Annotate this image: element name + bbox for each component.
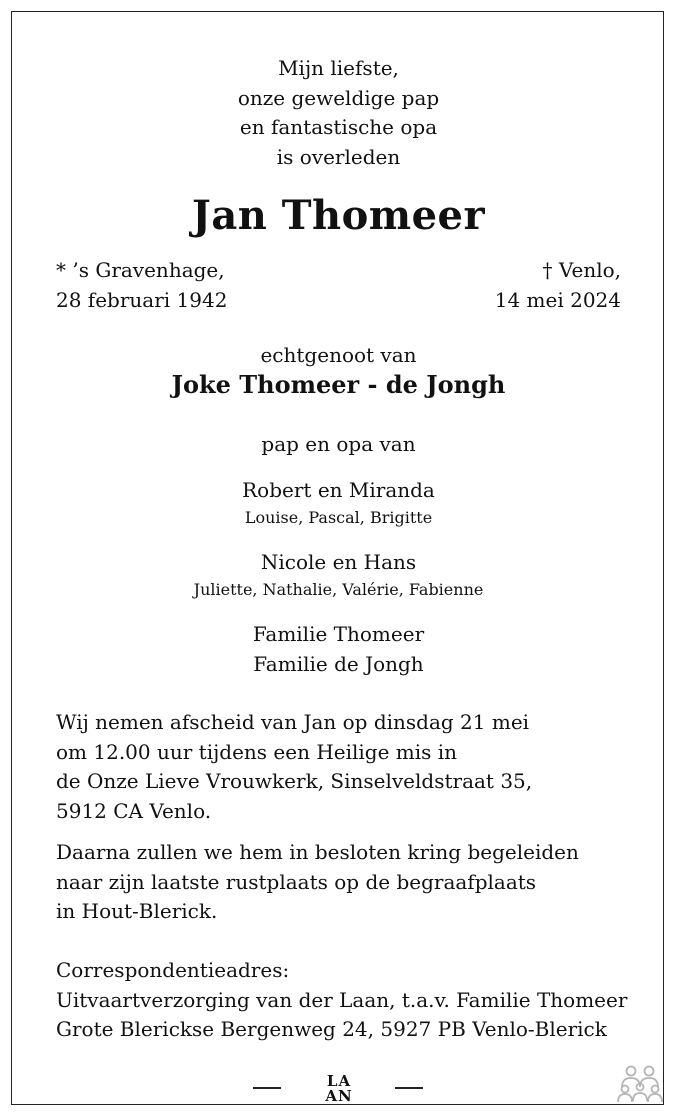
- intro-line: Mijn liefste,: [278, 56, 399, 80]
- farewell-paragraph: [56, 708, 636, 826]
- logo-text-top: LA: [326, 1072, 352, 1090]
- death-info: [495, 256, 621, 315]
- correspondence-paragraph: [56, 956, 636, 1045]
- footer-divider-right: [395, 1087, 423, 1089]
- intro-text: [0, 54, 677, 172]
- burial-line: naar zijn laatste rustplaats op de begraafplaats: [56, 869, 537, 894]
- deceased-name: Jan Thomeer: [191, 192, 486, 239]
- correspondence-line: Grote Blerickse Bergenweg 24, 5927 PB Venlo-Blerick: [56, 1017, 607, 1041]
- intro-line: en fantastische opa: [239, 115, 438, 139]
- birth-info: [56, 256, 227, 315]
- correspondence-line: Uitvaartverzorging van der Laan, t.a.v. Familie Thomeer: [56, 987, 628, 1012]
- family-name: Nicole en Hans: [260, 550, 417, 574]
- burial-line: Daarna zullen we hem in besloten kring begeleiden: [56, 840, 579, 864]
- people-group-icon: [617, 1063, 663, 1103]
- farewell-line: de Onze Lieve Vrouwkerk, Sinselveldstraat 35,: [56, 769, 533, 793]
- spouse-label: echtgenoot van: [260, 343, 417, 367]
- farewell-line: om 12.00 uur tijdens een Heilige mis in: [56, 739, 458, 764]
- children-label: pap en opa van: [261, 432, 416, 456]
- grandchildren-names: Louise, Pascal, Brigitte: [244, 508, 433, 527]
- burial-line: in Hout-Blerick.: [56, 899, 218, 923]
- laan-logo: [322, 1074, 356, 1104]
- intro-line: is overleden: [276, 144, 401, 169]
- spouse-name: Joke Thomeer - de Jongh: [171, 370, 506, 399]
- family-name: Robert en Miranda: [242, 478, 435, 502]
- farewell-line: Wij nemen afscheid van Jan op dinsdag 21 mei: [56, 710, 530, 734]
- relative-family: Familie de Jongh: [253, 651, 424, 676]
- correspondence-label: Correspondentieadres:: [56, 958, 290, 982]
- burial-paragraph: [56, 838, 636, 927]
- relatives: [0, 620, 677, 679]
- relative-family: Familie Thomeer: [252, 622, 425, 646]
- grandchildren-names: Juliette, Nathalie, Valérie, Fabienne: [193, 580, 484, 599]
- death-place: † Venlo,: [542, 258, 621, 282]
- farewell-line: 5912 CA Venlo.: [56, 798, 212, 823]
- intro-line: onze geweldige pap: [237, 85, 440, 110]
- footer-divider-left: [253, 1087, 281, 1089]
- logo-text-bottom: AN: [325, 1087, 353, 1105]
- birth-place: * ’s Gravenhage,: [56, 258, 225, 282]
- birth-date: 28 februari 1942: [56, 287, 228, 312]
- death-date: 14 mei 2024: [494, 287, 621, 312]
